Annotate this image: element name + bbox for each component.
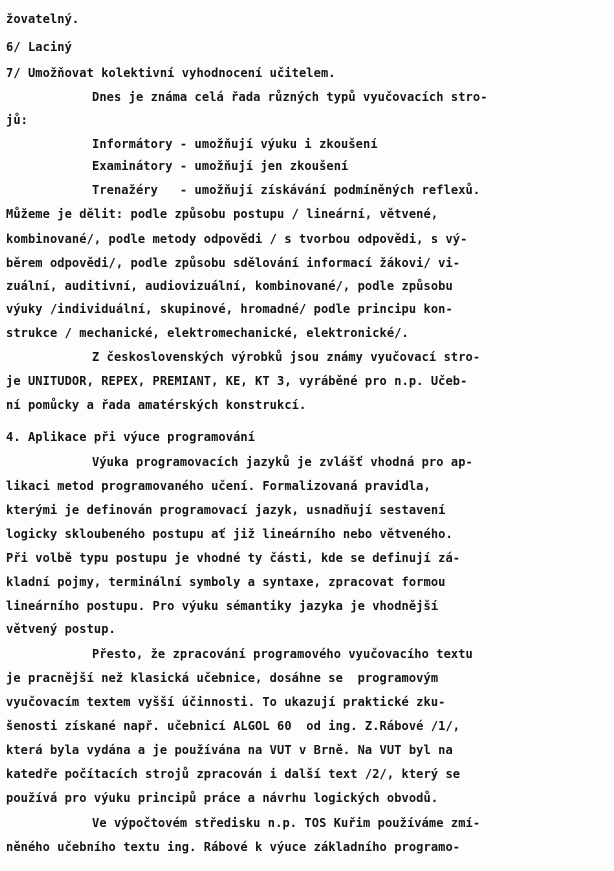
list-item: 7/ Umožňovat kolektivní vyhodnocení učitelem.	[6, 66, 336, 80]
text-line: Informátory - umožňují výuku i zkoušení	[92, 137, 378, 151]
text-line: Dnes je známa celá řada různých typů vyučovacích stro-	[92, 90, 488, 104]
text-line: Výuka programovacích jazyků je zvlášť vhodná pro ap-	[92, 455, 473, 469]
text-line: likaci metod programovaného učení. Formalizovaná pravidla,	[6, 479, 431, 493]
text-line: běrem odpovědi/, podle způsobu sdělování informací žákovi/ vi-	[6, 256, 461, 270]
text-line: žovatelný.	[6, 12, 80, 26]
text-line: ní pomůcky a řada amatérských konstrukcí.	[6, 398, 307, 412]
text-line: větvený postup.	[6, 622, 116, 636]
text-line: kombinované/, podle metody odpovědi / s tvorbou odpovědi, s vý-	[6, 232, 468, 246]
text-line: Můžeme je dělit: podle způsobu postupu / lineární, větvené,	[6, 207, 439, 221]
text-line: Examinátory - umožňují jen zkoušení	[92, 159, 349, 173]
text-line: používá pro výuku principů práce a návrhu logických obvodů.	[6, 791, 439, 805]
text-line: kladní pojmy, terminální symboly a syntaxe, zpracovat formou	[6, 575, 446, 589]
text-line: výuky /individuální, skupinové, hromadné/ podle principu kon-	[6, 302, 453, 316]
text-line: kterými je definován programovací jazyk, usnadňují sestavení	[6, 503, 446, 517]
text-line: Ve výpočtovém středisku n.p. TOS Kuřim používáme zmí-	[92, 816, 481, 830]
text-line: něného učebního textu ing. Rábové k výuce základního programo-	[6, 840, 461, 854]
text-line: Přesto, že zpracování programového vyučovacího textu	[92, 647, 473, 661]
list-item: 6/ Laciný	[6, 40, 72, 54]
text-line: strukce / mechanické, elektromechanické, elektronické/.	[6, 326, 409, 340]
text-line: jů:	[6, 113, 28, 127]
text-line: Při volbě typu postupu je vhodné ty části, kde se definují zá-	[6, 551, 461, 565]
text-line: je UNITUDOR, REPEX, PREMIANT, KE, KT 3, vyráběné pro n.p. Učeb-	[6, 374, 468, 388]
text-line: Z československých výrobků jsou známy vyučovací stro-	[92, 350, 481, 364]
text-line: lineárního postupu. Pro výuku sémantiky jazyka je vhodnější	[6, 599, 439, 613]
text-line: je pracnější než klasická učebnice, dosáhne se programovým	[6, 671, 439, 685]
text-line: šenosti získané např. učebnicí ALGOL 60 od ing. Z.Rábové /1/,	[6, 719, 461, 733]
text-line: vyučovacím textem vyšší účinnosti. To ukazují praktické zku-	[6, 695, 446, 709]
text-line: logicky skloubeného postupu ať již lineárního nebo větveného.	[6, 527, 453, 541]
section-heading: 4. Aplikace při výuce programování	[6, 430, 256, 444]
text-line: katedře počítacích strojů zpracován i další text /2/, který se	[6, 767, 461, 781]
text-line: Trenažéry - umožňují získávání podmíněných reflexů.	[92, 183, 481, 197]
text-line: která byla vydána a je používána na VUT v Brně. Na VUT byl na	[6, 743, 453, 757]
text-line: zuální, auditivní, audiovizuální, kombinované/, podle způsobu	[6, 279, 453, 293]
